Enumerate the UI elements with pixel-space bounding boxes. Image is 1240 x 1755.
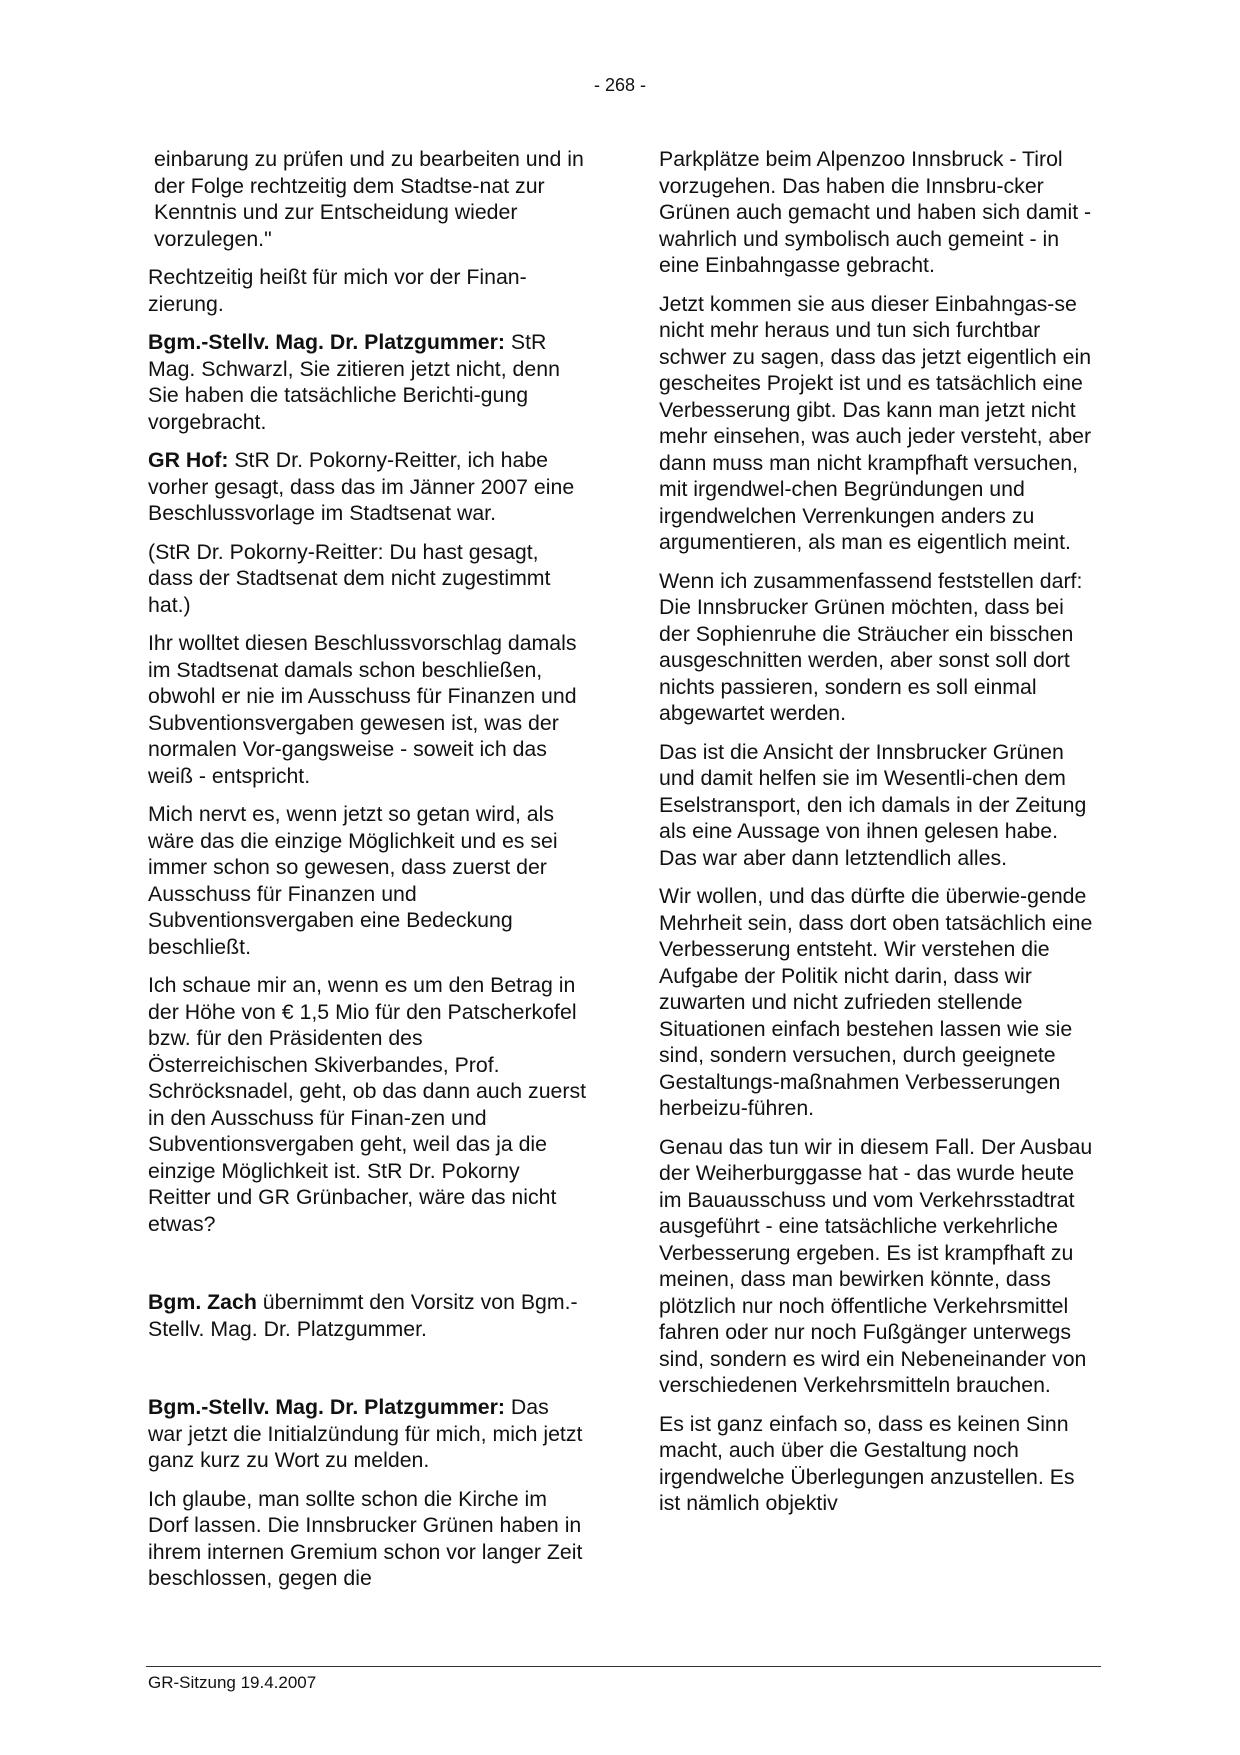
speaker-name: GR Hof: [148,448,229,472]
page-number: - 268 - [593,75,647,95]
footer-divider [146,1666,1101,1667]
paragraph: Ihr wolltet diesen Beschlussvorschlag damals im Stadtsenat damals schon beschließen, obwohl er nie im Ausschuss für Finanzen und Subventionsvergaben gewesen ist, was der normalen Vor-gangsweise - soweit ich das weiß - entspricht. [148,631,577,788]
speech-text: übernimmt den Vorsitz von Bgm.-Stellv. Mag. Dr. Platzgummer. [148,1290,578,1341]
paragraph: Jetzt kommen sie aus dieser Einbahngas-se nicht mehr heraus und tun sich furchtbar schwer zu sagen, dass das jetzt eigentlich ein gescheites Projekt ist und es tatsächlich eine Verbesserung gibt. Das kann man jetzt nicht mehr einsehen, was auch jeder versteht, aber dann muss man nicht krampfhaft versuchen, mit irgendwel-chen Begründungen und irgendwelchen Verrenkungen anders zu argumentieren, als man es eigentlich meint. [659,291,1092,554]
paragraph: einbarung zu prüfen und zu bearbeiten und in der Folge rechtzeitig dem Stadtse-nat zur Kenntnis und zur Entscheidung wieder vorzulegen." [154,147,584,251]
paragraph: Es ist ganz einfach so, dass es keinen Sinn macht, auch über die Gestaltung noch irgendwelche Überlegungen anzustellen. Es ist nämlich objektiv [659,1411,1075,1515]
paragraph: Rechtzeitig heißt für mich vor der Finan-zierung. [148,265,527,316]
paragraph: Ich glaube, man sollte schon die Kirche im Dorf lassen. Die Innsbrucker Grünen haben in ihrem internen Gremium schon vor langer Zeit beschlossen, gegen die [148,1486,583,1590]
paragraph: Wenn ich zusammenfassend feststellen darf: Die Innsbrucker Grünen möchten, dass bei der Sophienruhe die Sträucher ein bisschen ausgeschnitten werden, aber sonst soll dort nichts passieren, sondern es soll einmal abgewartet werden. [659,568,1083,725]
paragraph: Wir wollen, und das dürfte die überwie-gende Mehrheit sein, dass dort oben tatsächlich eine Verbesserung entsteht. Wir verstehen die Aufgabe der Politik nicht darin, dass wir zuwarten und nicht zufrieden stellende Situationen einfach bestehen lassen wie sie sind, sondern versuchen, durch geeignete Gestaltungs-maßnahmen Verbesserungen herbeizu-führen. [659,884,1093,1120]
speech-text: StR Mag. Schwarzl, Sie zitieren jetzt nicht, denn Sie haben die tatsächliche Berichti-gung vorgebracht. [148,330,560,434]
paragraph [148,1289,588,1342]
speaker-name: Bgm. Zach [148,1290,257,1314]
paragraph: Das ist die Ansicht der Innsbrucker Grünen und damit helfen sie im Wesentli-chen dem Eselstransport, den ich damals in der Zeitung als eine Aussage von ihnen gelesen habe. Das war aber dann letztendlich alles. [659,739,1087,870]
paragraph: (StR Dr. Pokorny-Reitter: Du hast gesagt, dass der Stadtsenat dem nicht zugestimmt hat.) [148,539,551,617]
speaker-name: Bgm.-Stellv. Mag. Dr. Platzgummer: [148,330,505,354]
paragraph: Parkplätze beim Alpenzoo Innsbruck - Tirol vorzugehen. Das haben die Innsbru-cker Grünen auch gemacht und haben sich damit - wahrlich und symbolisch auch gemeint - in eine Einbahngasse gebracht. [659,147,1092,277]
speaker-name: Bgm.-Stellv. Mag. Dr. Platzgummer: [148,1395,505,1419]
paragraph [148,447,588,527]
speech-text: StR Dr. Pokorny-Reitter, ich habe vorher gesagt, dass das im Jänner 2007 eine Beschlussvorlage im Stadtsenat war. [148,448,575,525]
paragraph: Genau das tun wir in diesem Fall. Der Ausbau der Weiherburggasse hat - das wurde heute im Bauausschuss und vom Verkehrsstadtrat ausgeführt - eine tatsächliche verkehrliche Verbesserung ergeben. Es ist krampfhaft zu meinen, dass man bewirken könnte, dass plötzlich nur noch öffentliche Verkehrsmittel fahren oder nur noch Fußgänger unterwegs sind, sondern es wird ein Nebeneinander von verschiedenen Verkehrsmitteln brauchen. [659,1134,1093,1397]
left-column [148,146,588,1604]
paragraph [148,1394,588,1474]
footer-text: GR-Sitzung 19.4.2007 [148,1673,317,1692]
paragraph: Ich schaue mir an, wenn es um den Betrag in der Höhe von € 1,5 Mio für den Patscherkofel bzw. für den Präsidenten des Österreichischen Skiverbandes, Prof. Schröcksnadel, geht, ob das dann auch zuerst in den Ausschuss für Finan-zen und Subventionsvergaben geht, weil das ja die einzige Möglichkeit ist. StR Dr. Pokorny Reitter und GR Grünbacher, wäre das nicht etwas? [148,973,587,1236]
paragraph [148,329,588,435]
paragraph: Mich nervt es, wenn jetzt so getan wird, als wäre das die einzige Möglichkeit und es sei immer schon so gewesen, dass zuerst der Ausschuss für Finanzen und Subventionsvergaben eine Bedeckung beschließt. [148,802,558,959]
right-column [659,146,1099,1529]
speech-text: Das war jetzt die Initialzündung für mich, mich jetzt ganz kurz zu Wort zu melden. [148,1395,583,1472]
